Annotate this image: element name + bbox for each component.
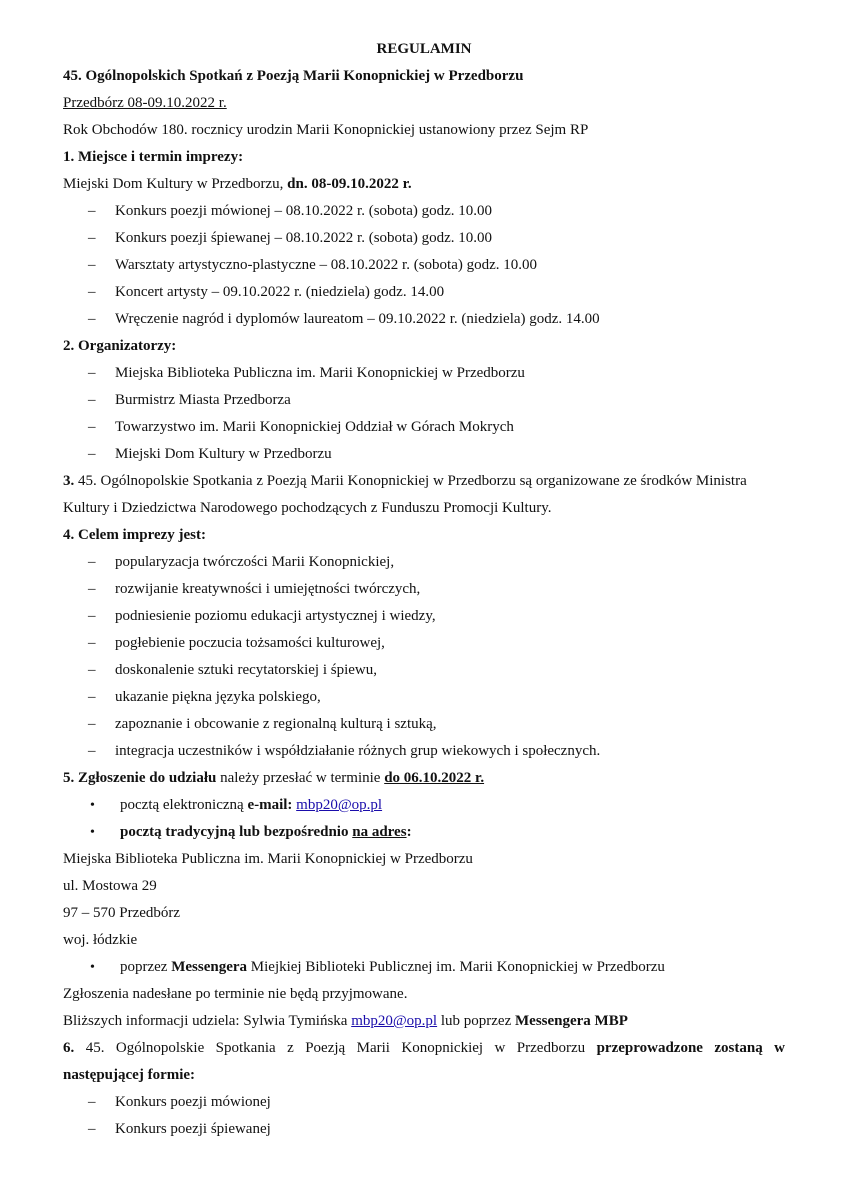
anniversary-note: Rok Obchodów 180. rocznicy urodzin Marii Konopnickiej ustanowiony przez Sejm RP: [63, 122, 589, 138]
section-5-deadline: do 06.10.2022 r.: [384, 770, 485, 786]
section-6-line-1: [63, 1035, 785, 1062]
list-item-text: rozwijanie kreatywności i umiejętności twórczych,: [115, 581, 421, 597]
info-messenger: Messengera MBP: [515, 1013, 628, 1029]
list-item: [63, 414, 785, 441]
document-title: REGULAMIN: [376, 41, 472, 57]
post-address-label: na adres: [352, 824, 407, 840]
section-6-text: 45. Ogólnopolskie Spotkania z Poezją Marii Konopnickiej w Przedborzu: [74, 1040, 597, 1056]
section-6-bold-text: przeprowadzone zostaną w: [596, 1040, 786, 1056]
list-item: [63, 225, 785, 252]
section-3-number: 3.: [63, 473, 75, 489]
section-5-title: 5. Zgłoszenie do udziału: [63, 770, 217, 786]
dash-marker: –: [88, 689, 96, 705]
section-6-line-2: następującej formie:: [63, 1067, 196, 1083]
section-1-dates: dn. 08-09.10.2022 r.: [287, 176, 412, 192]
section-5-text: należy przesłać w terminie: [216, 770, 385, 786]
list-item: [63, 954, 785, 981]
list-item: [63, 684, 785, 711]
section-1-heading: 1. Miejsce i termin imprezy:: [63, 149, 244, 165]
email-link[interactable]: mbp20@op.pl: [296, 797, 383, 813]
list-item: [63, 279, 785, 306]
list-item-text: Towarzystwo im. Marii Konopnickiej Oddział w Górach Mokrych: [115, 419, 514, 435]
info-line: [63, 1008, 785, 1035]
place-date: Przedbórz 08-09.10.2022 r.: [63, 95, 227, 111]
dash-marker: –: [88, 311, 96, 327]
dash-marker: –: [88, 230, 96, 246]
address-line: woj. łódzkie: [63, 932, 138, 948]
list-item-text: Miejska Biblioteka Publiczna im. Marii Konopnickiej w Przedborzu: [115, 365, 525, 381]
dash-marker: –: [88, 608, 96, 624]
list-item-text: Burmistrz Miasta Przedborza: [115, 392, 291, 408]
dash-marker: –: [88, 257, 96, 273]
email-label: e-mail:: [247, 797, 297, 813]
dash-marker: –: [88, 662, 96, 678]
section-1-venue: Miejski Dom Kultury w Przedborzu,: [63, 176, 288, 192]
post-option-text: pocztą tradycyjną lub bezpośrednio: [120, 824, 353, 840]
messenger-label: Messengera: [171, 959, 248, 975]
list-item-text: ukazanie piękna języka polskiego,: [115, 689, 321, 705]
list-item-text: Konkurs poezji śpiewanej: [115, 1121, 271, 1137]
list-item-text: zapoznanie i obcowanie z regionalną kulturą i sztuką,: [115, 716, 437, 732]
messenger-prefix: poprzez: [120, 959, 172, 975]
address-line: Miejska Biblioteka Publiczna im. Marii Konopnickiej w Przedborzu: [63, 851, 473, 867]
section-3-line-2: Kultury i Dziedzictwa Narodowego pochodzących z Funduszu Promocji Kultury.: [63, 500, 552, 516]
dash-marker: –: [88, 392, 96, 408]
info-mid: lub poprzez: [437, 1013, 515, 1029]
bullet-marker: •: [90, 798, 95, 813]
info-email-link[interactable]: mbp20@op.pl: [351, 1013, 438, 1029]
list-item: [63, 387, 785, 414]
list-item: [63, 657, 785, 684]
section-1-intro: [63, 171, 785, 198]
document-page: [63, 36, 785, 1143]
dash-marker: –: [88, 554, 96, 570]
list-item-text: Wręczenie nagród i dyplomów laureatom – 09.10.2022 r. (niedziela) godz. 14.00: [115, 311, 600, 327]
section-5-heading: [63, 765, 785, 792]
messenger-suffix: Miejkiej Biblioteki Publicznej im. Marii Konopnickiej w Przedborzu: [247, 959, 665, 975]
list-item: [63, 792, 785, 819]
section-3-line-1: [63, 468, 785, 495]
bullet-marker: •: [90, 825, 95, 840]
list-item-text: integracja uczestników i współdziałanie różnych grup wiekowych i społecznych.: [115, 743, 601, 759]
list-item-text: Warsztaty artystyczno-plastyczne – 08.10.2022 r. (sobota) godz. 10.00: [115, 257, 538, 273]
late-note: Zgłoszenia nadesłane po terminie nie będą przyjmowane.: [63, 986, 408, 1002]
list-item: [63, 576, 785, 603]
list-item-text: podniesienie poziomu edukacji artystycznej i wiedzy,: [115, 608, 436, 624]
list-item: [63, 819, 785, 846]
list-item: [63, 252, 785, 279]
list-item: [63, 1116, 785, 1143]
list-item-text: doskonalenie sztuki recytatorskiej i śpiewu,: [115, 662, 378, 678]
list-item-text: Konkurs poezji śpiewanej – 08.10.2022 r. (sobota) godz. 10.00: [115, 230, 493, 246]
list-item: [63, 360, 785, 387]
document-subtitle: 45. Ogólnopolskich Spotkań z Poezją Marii Konopnickiej w Przedborzu: [63, 68, 524, 84]
section-4-heading: 4. Celem imprezy jest:: [63, 527, 206, 543]
list-item-text: pogłebienie poczucia tożsamości kulturowej,: [115, 635, 385, 651]
list-item: [63, 306, 785, 333]
dash-marker: –: [88, 581, 96, 597]
list-item: [63, 630, 785, 657]
dash-marker: –: [88, 716, 96, 732]
info-prefix: Bliższych informacji udziela: Sylwia Tymińska: [63, 1013, 352, 1029]
dash-marker: –: [88, 365, 96, 381]
dash-marker: –: [88, 635, 96, 651]
bullet-marker: •: [90, 960, 95, 975]
dash-marker: –: [88, 743, 96, 759]
dash-marker: –: [88, 1121, 96, 1137]
dash-marker: –: [88, 1094, 96, 1110]
section-3-text: 45. Ogólnopolskie Spotkania z Poezją Marii Konopnickiej w Przedborzu są organizowane ze środków Ministra: [78, 473, 747, 489]
list-item: [63, 198, 785, 225]
address-line: ul. Mostowa 29: [63, 878, 157, 894]
dash-marker: –: [88, 419, 96, 435]
list-item-text: Konkurs poezji mówionej – 08.10.2022 r. (sobota) godz. 10.00: [115, 203, 493, 219]
section-2-heading: 2. Organizatorzy:: [63, 338, 177, 354]
section-6-number: 6.: [63, 1040, 75, 1056]
list-item: [63, 711, 785, 738]
list-item-text: Konkurs poezji mówionej: [115, 1094, 271, 1110]
email-option-text: pocztą elektroniczną: [120, 797, 248, 813]
address-line: 97 – 570 Przedbórz: [63, 905, 181, 921]
list-item: [63, 603, 785, 630]
list-item: [63, 1089, 785, 1116]
dash-marker: –: [88, 203, 96, 219]
list-item: [63, 738, 785, 765]
dash-marker: –: [88, 284, 96, 300]
list-item-text: Koncert artysty – 09.10.2022 r. (niedziela) godz. 14.00: [115, 284, 445, 300]
dash-marker: –: [88, 446, 96, 462]
list-item: [63, 549, 785, 576]
list-item-text: popularyzacja twórczości Marii Konopnickiej,: [115, 554, 395, 570]
list-item: [63, 441, 785, 468]
list-item-text: Miejski Dom Kultury w Przedborzu: [115, 446, 332, 462]
post-colon: :: [406, 824, 412, 840]
